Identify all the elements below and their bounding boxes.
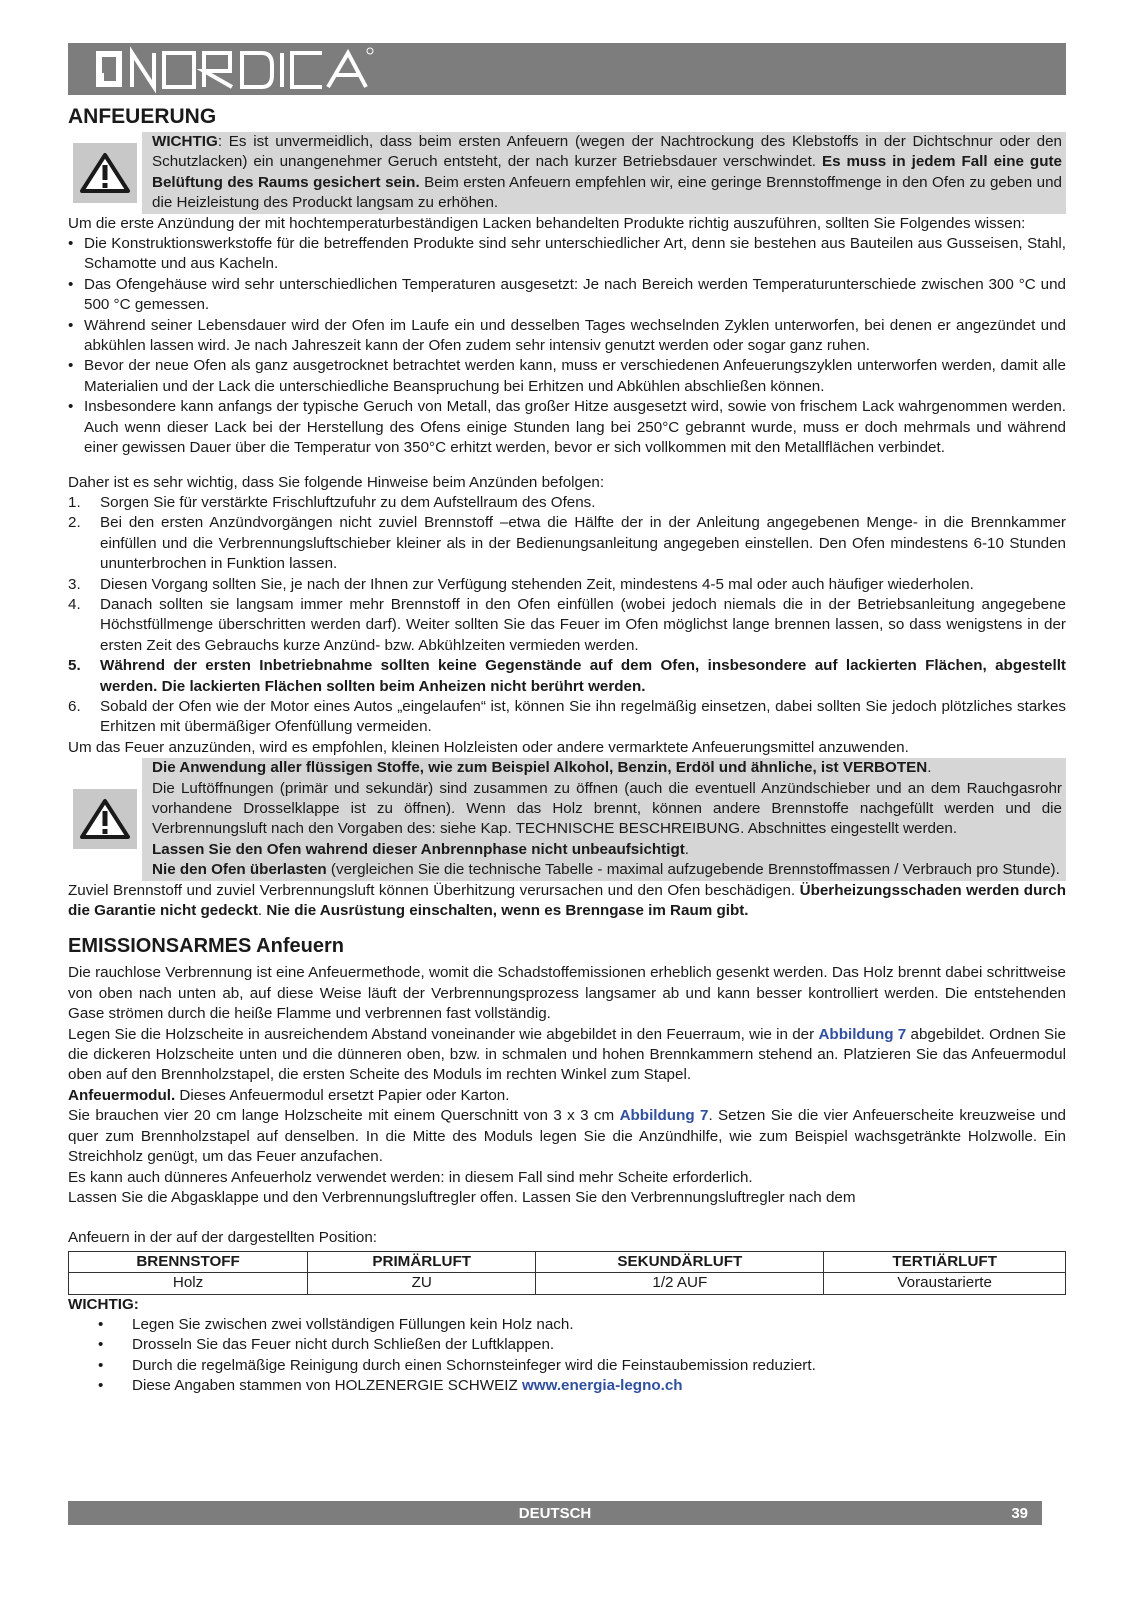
list-item: • Legen Sie zwischen zwei vollständigen Füllungen kein Holz nach.: [98, 1315, 1066, 1335]
paragraph-bold: Anfeuermodul.: [68, 1086, 176, 1104]
list-item: • Bevor der neue Ofen als ganz ausgetrocknet betrachtet werden kann, muss er verschiedenen Anfeuerungszyklen unterworfen werden, damit alle Materialien und der Lack die unterschiedliche Beanspruchung bei Erhitzen und Abkühlen abschließen können.: [68, 356, 1066, 397]
step-number: 6.: [68, 697, 81, 715]
paragraph-text: abgebildet. Ordnen Sie die dickeren Holzscheite unten und die dünneren oben, bzw. in schmalen und hohen Brennkammern stehend an. Platzieren Sie das Anfeuermodul oben auf den Brennholzstapel, die ersten Scheite des Moduls im rechten Winkel zum Stapel.: [68, 1025, 1066, 1084]
warning-text-1: [142, 132, 1066, 214]
closing-text: Zuviel Brennstoff und zuviel Verbrennungsluft können Überhitzung verursachen und den Ofen beschädigen.: [68, 881, 800, 899]
paragraph: Die rauchlose Verbrennung ist eine Anfeuermethode, womit die Schadstoffemissionen erheblich gesenkt werden. Das Holz brennt dabei schrittweise von oben nach unten ab, auf diese Weise läuft der Verbrennungsprozess langsamer ab und kann besser kontrolliert werden. Die entstehenden Gase strömen durch die heiße Flamme und verbrennen fast vollständig.: [68, 964, 1066, 1023]
important-list: [68, 1315, 1066, 1397]
steps-intro: Daher ist es sehr wichtig, dass Sie folgende Hinweise beim Anzünden befolgen:: [68, 473, 605, 491]
table-header: SEKUNDÄRLUFT: [536, 1251, 824, 1272]
important-label: [68, 1295, 1066, 1315]
list-item: [68, 697, 1066, 738]
list-item: [98, 1376, 1066, 1396]
warning-line: Die Luftöffnungen (primär und sekundär) sind zusammen zu öffnen (auch die eventuell Anzündschieber und an dem Rauchgasrohr vorhandene Drosselklappe ist zu öffnen). Wenn das Holz brennt, können andere Brennstoffe nachgefüllt werden und die Verbrennungsluft nach den Vorgaben des: siehe Kap. TECHNISCHE BESCHREIBUNG. Abschnittes eingestellt werden.: [152, 779, 1062, 838]
table-header: BRENNSTOFF: [69, 1251, 308, 1272]
step-text: Während der ersten Inbetriebnahme sollten keine Gegenstände auf dem Ofen, insbesondere auf lackierten Flächen, abgestellt werden. Die lackierten Flächen sollten beim Anheizen nicht berührt werden: [100, 657, 1066, 695]
list-item: • Drosseln Sie das Feuer nicht durch Schließen der Luftklappen.: [98, 1335, 1066, 1355]
main-content: [68, 100, 1066, 1397]
step-number: 4.: [68, 595, 81, 613]
warning-icon-wrap: [68, 132, 142, 214]
fire-intro: Um das Feuer anzuzünden, wird es empfohlen, kleinen Holzleisten oder andere vermarktete Anfeuerungsmittel anzuwenden.: [68, 738, 909, 756]
figure-link[interactable]: Abbildung 7: [818, 1025, 907, 1043]
settings-table: [68, 1251, 1066, 1295]
step-text: Sobald der Ofen wie der Motor eines Autos „eingelaufen“ ist, können Sie ihn regelmäßig einsetzen, dabei sollten Sie jedoch plötzliches starkes Erhitzen mit übermäßiger Ofenfüllung vermeiden.: [100, 697, 1066, 736]
step-text: Sorgen Sie für verstärkte Frischluftzufuhr zu dem Aufstellraum des Ofens.: [100, 493, 596, 511]
paragraph-text: Dieses Anfeuermodul ersetzt Papier oder Karton.: [175, 1086, 510, 1104]
important-label-text: WICHTIG:: [68, 1295, 139, 1313]
warning-text-part: Beim ersten Anfeuern empfehlen wir, eine geringe Brennstoffmenge in den Ofen zu geben und die Heizleistung des Produckt langsam zu erhöhen.: [152, 173, 1062, 212]
page-number: 39: [1011, 1505, 1028, 1522]
list-item: • Durch die regelmäßige Reinigung durch einen Schornsteinfeger wird die Feinstaubemission reduziert.: [98, 1356, 1066, 1376]
list-item: • Die Konstruktionswerkstoffe für die betreffenden Produkte sind sehr unterschiedlicher Art, denn sie bestehen aus Bauteilen aus Gusseisen, Stahl, Schamotte und aus Kacheln.: [68, 234, 1066, 275]
list-item: [68, 513, 1066, 574]
warning-text-part: (vergleichen Sie die technische Tabelle - maximal aufzugebende Brennstoffmassen / Verbrauch pro Stunde).: [326, 861, 1060, 879]
step-number: 3.: [68, 575, 81, 593]
table-cell: Voraustarierte: [824, 1273, 1066, 1294]
table-cell: ZU: [308, 1273, 536, 1294]
figure-link[interactable]: Abbildung 7: [619, 1107, 709, 1125]
warning-box-1: [68, 132, 1066, 214]
warning-icon: [73, 789, 137, 849]
footer-language: DEUTSCH: [518, 1505, 592, 1522]
footer-bar: [68, 1501, 1042, 1525]
intro-paragraph: Um die erste Anzündung der mit hochtemperaturbeständigen Lacken behandelten Produkte richtig auszuführen, sollten Sie Folgendes wissen:: [68, 214, 1026, 232]
list-item: [68, 575, 1066, 595]
step-text: Bei den ersten Anzündvorgängen nicht zuviel Brennstoff –etwa die Hälfte der in der Anleitung angegebenen Menge- in die Brennkammer einfüllen und die Verbrennungsluftschieber kleiner als in der Bedienungsanleitung angegeben einstellen. Den Ofen mindestens 6-10 Stunden ununterbrochen in Funktion lassen.: [100, 514, 1066, 573]
paragraph: Anfeuern in der auf der dargestellten Position:: [68, 1229, 378, 1247]
warning-text-part: : Es ist unvermeidlich, dass beim ersten Anfeuern (wegen der Nachtrockung des Klebstoffs in der Dichtschnur oder den Schutzlacken) ein unangenehmer Geruch entsteht, der nach kurzer Betriebsdauer verschwindet.: [152, 133, 1062, 171]
warning-icon: [73, 143, 137, 203]
paragraph: [68, 1025, 1066, 1086]
source-text: Diese Angaben stammen von HOLZENERGIE SCHWEIZ: [132, 1377, 522, 1395]
warning-bold-part: Es muss in jedem Fall eine gute Belüftung des Raums gesichert sein.: [152, 153, 1062, 191]
list-item: 5. Während der ersten Inbetriebnahme sollten keine Gegenstände auf dem Ofen, insbesondere auf lackierten Flächen, abgestellt werden. Die lackierten Flächen sollten beim Anheizen nicht berührt werden.: [68, 657, 1066, 695]
paragraph: [68, 1106, 1066, 1167]
paragraph-text: Sie brauchen vier 20 cm lange Holzscheite mit einem Querschnitt von 3 x 3 cm: [68, 1107, 620, 1125]
list-item: • Das Ofengehäuse wird sehr unterschiedlichen Temperaturen ausgesetzt: Je nach Bereich werden Temperaturunterschiede zwischen 300 °C und 500 °C gemessen.: [68, 275, 1066, 316]
warning-line: [152, 860, 1062, 880]
closing-bold: Nie die Ausrüstung einschalten, wenn es Brenngase im Raum gibt.: [266, 902, 749, 920]
table-row: [69, 1273, 1066, 1294]
warning-bold-part: Nie den Ofen überlasten: [152, 861, 327, 879]
paragraph: Es kann auch dünneres Anfeuerholz verwendet werden: in diesem Fall sind mehr Scheite erforderlich.: [68, 1168, 753, 1186]
table-cell: 1/2 AUF: [536, 1273, 824, 1294]
paragraph-text: . Setzen Sie die vier Anfeuerscheite kreuzweise und quer zum Brennholzstapel auf denselben. In die Mitte des Moduls legen Sie die Anzündhilfe, wie zum Beispiel wachsgetränkte Holzwolle. Ein Streichholz genügt, um das Feuer anzufachen.: [68, 1107, 1066, 1166]
section-title-emissionsarmes: EMISSIONSARMES Anfeuern: [68, 935, 344, 958]
table-header: TERTIÄRLUFT: [824, 1251, 1066, 1272]
warning-line: Die Anwendung aller flüssigen Stoffe, wie zum Beispiel Alkohol, Benzin, Erdöl und ähnliche, ist VERBOTEN.: [152, 759, 932, 777]
warning-box-2: [68, 758, 1066, 880]
step-number: 1.: [68, 493, 81, 511]
step-text: Diesen Vorgang sollten Sie, je nach der Ihnen zur Verfügung stehenden Zeit, mindestens 4-5 mal oder auch häufiger wiederholen.: [100, 575, 974, 593]
step-number: 5.: [68, 657, 81, 675]
list-item: [68, 595, 1066, 656]
warning-bold-part: Die Anwendung aller flüssigen Stoffe, wie zum Beispiel Alkohol, Benzin, Erdöl und ähnliche, ist VERBOTEN: [152, 759, 928, 777]
step-number: 2.: [68, 514, 81, 532]
warning-label: WICHTIG: [152, 133, 218, 150]
warning-text-2: [142, 758, 1066, 880]
nordica-logo: [94, 45, 374, 93]
paragraph: Lassen Sie die Abgasklappe und den Verbrennungsluftregler offen. Lassen Sie den Verbrennungsluftregler nach dem: [68, 1188, 856, 1206]
closing-bold: Überheizungsschaden werden durch die Garantie nicht gedeckt: [68, 881, 1066, 920]
section-title-anfeuerung: ANFEUERUNG: [68, 105, 217, 128]
table-header: PRIMÄRLUFT: [308, 1251, 536, 1272]
list-item: • Während seiner Lebensdauer wird der Ofen im Laufe ein und desselben Tages wechselnden Zyklen unterworfen, bei denen er angezündet und abkühlen lassen wird. Je nach Jahreszeit kann der Ofen zudem sehr intensiv genutzt werden oder sogar ganz ruhen.: [68, 316, 1066, 357]
table-header-row: [69, 1251, 1066, 1272]
list-item: [68, 493, 1066, 513]
warning-bold-part: Lassen Sie den Ofen wahrend dieser Anbrennphase nicht unbeaufsichtigt: [152, 840, 685, 858]
list-item: • Insbesondere kann anfangs der typische Geruch von Metall, das großer Hitze ausgesetzt wird, sowie von frischem Lack wahrgenommen werden. Auch wenn dieser Lack bei der Herstellung des Ofens einige Stunden lang bei 250°C gebrannt wurde, muss er doch mehrmals und während einer gewissen Dauer über die Temperatur von 350°C erhitzt werden, bevor er sich vollkommen mit den Metallflächen verbindet.: [68, 397, 1066, 458]
paragraph-text: Legen Sie die Holzscheite in ausreichendem Abstand voneinander wie abgebildet in den Feuerraum, wie in der: [68, 1025, 819, 1043]
closing-paragraph: Zuviel Brennstoff und zuviel Verbrennungsluft können Überhitzung verursachen und den Ofen beschädigen. Überheizungsschaden werden durch die Garantie nicht gedeckt. Nie die Ausrüstung einschalten, wenn es Brenngase im Raum gibt.: [68, 881, 1066, 920]
steps-list: [68, 493, 1066, 738]
warning-icon-wrap: [68, 758, 142, 880]
source-link[interactable]: www.energia-legno.ch: [521, 1377, 683, 1395]
step-text: Danach sollten sie langsam immer mehr Brennstoff in den Ofen einfüllen (wobei jedoch niemals die in der Betriebsanleitung angegebene Höchstfüllmenge überschritten werden darf). Weiter sollten Sie das Feuer im Ofen möglichst lange brennen lassen, so dass wenigstens in der ersten Zeit des Gebrauchs kurze Anzünd- bzw. Abkühlzeiten vermieden werden.: [100, 595, 1066, 654]
warning-line: Lassen Sie den Ofen wahrend dieser Anbrennphase nicht unbeaufsichtigt.: [152, 840, 690, 858]
paragraph: [68, 1086, 1066, 1106]
bullet-list: [68, 234, 1066, 458]
table-cell: Holz: [69, 1273, 308, 1294]
